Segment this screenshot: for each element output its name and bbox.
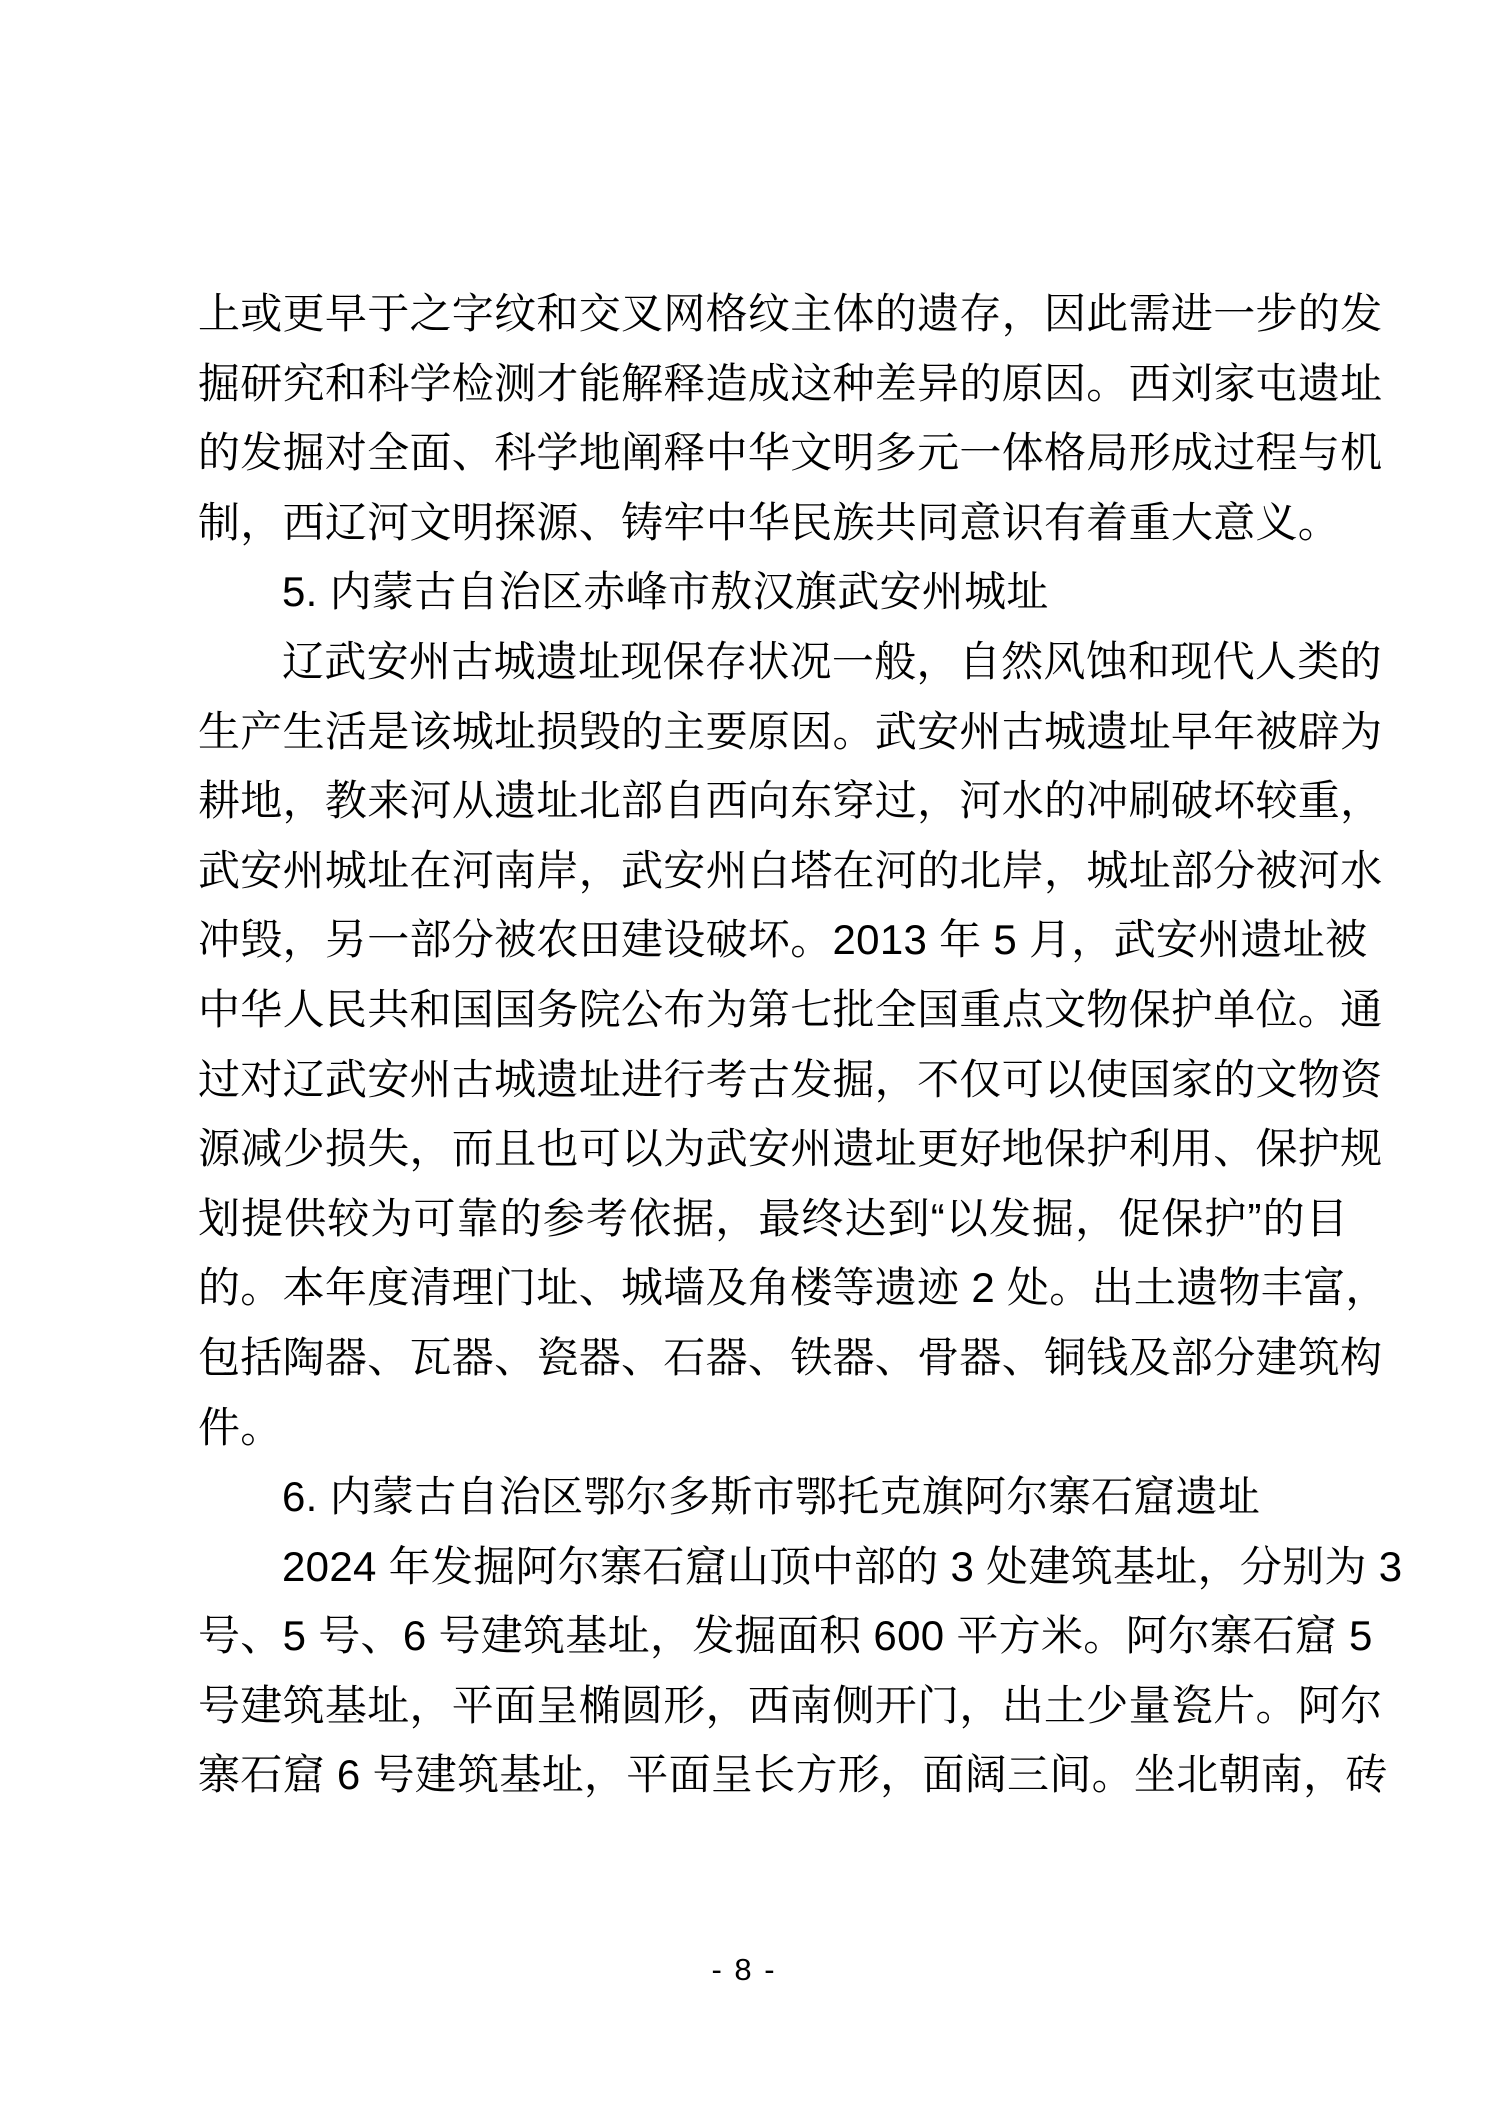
section-heading-line: 6. 内蒙古自治区鄂尔多斯市鄂托克旗阿尔寨石窟遗址 (282, 1473, 1261, 1521)
section-heading-line: 5. 内蒙古自治区赤峰市敖汉旗武安州城址 (282, 568, 1049, 616)
body-text-line: 上或更早于之字纹和交叉网格纹主体的遗存，因此需进一步的发 (198, 290, 1383, 337)
body-text-line: 包括陶器、瓦器、瓷器、石器、铁器、骨器、铜钱及部分建筑构 (198, 1333, 1383, 1381)
document-body (198, 279, 1403, 1810)
body-text-line: 件。 (198, 1403, 283, 1451)
body-text-line: 掘研究和科学检测才能解释造成这种差异的原因。西刘家屯遗址 (198, 359, 1383, 407)
body-text-line: 寨石窟 6 号建筑基址，平面呈长方形，面阔三间。坐北朝南，砖 (198, 1751, 1388, 1799)
body-text-line: 2024 年发掘阿尔寨石窟山顶中部的 3 处建筑基址，分别为 3 (282, 1542, 1403, 1590)
body-text-line: 号建筑基址，平面呈椭圆形，西南侧开门，出土少量瓷片。阿尔 (198, 1681, 1383, 1729)
body-text-line: 制，西辽河文明探源、铸牢中华民族共同意识有着重大意义。 (198, 498, 1341, 546)
body-text-line: 的。本年度清理门址、城墙及角楼等遗迹 2 处。出土遗物丰富， (198, 1264, 1388, 1312)
body-text-line: 源减少损失，而且也可以为武安州遗址更好地保护利用、保护规 (198, 1125, 1383, 1173)
body-text-line: 划提供较为可靠的参考依据，最终达到“以发掘，促保护”的目 (198, 1194, 1348, 1242)
body-text-line: 生产生活是该城址损毁的主要原因。武安州古城遗址早年被辟为 (198, 707, 1383, 755)
body-text-line: 号、5 号、6 号建筑基址，发掘面积 600 平方米。阿尔寨石窟 5 (198, 1612, 1373, 1660)
page-footer (0, 1950, 1488, 1990)
body-text-line: 过对辽武安州古城遗址进行考古发掘，不仅可以使国家的文物资 (198, 1055, 1383, 1103)
body-text-line: 冲毁，另一部分被农田建设破坏。2013 年 5 月，武安州遗址被 (198, 916, 1368, 964)
body-text-line: 辽武安州古城遗址现保存状况一般，自然风蚀和现代人类的 (282, 637, 1382, 685)
body-text-line: 中华人民共和国国务院公布为第七批全国重点文物保护单位。通 (198, 985, 1383, 1033)
body-text-line: 耕地，教来河从遗址北部自西向东穿过，河水的冲刷破坏较重， (198, 777, 1383, 825)
body-text-line: 的发掘对全面、科学地阐释中华文明多元一体格局形成过程与机 (198, 429, 1383, 477)
page-number: - 8 - (711, 1952, 777, 1987)
body-text-line: 武安州城址在河南岸，武安州白塔在河的北岸，城址部分被河水 (198, 846, 1383, 894)
